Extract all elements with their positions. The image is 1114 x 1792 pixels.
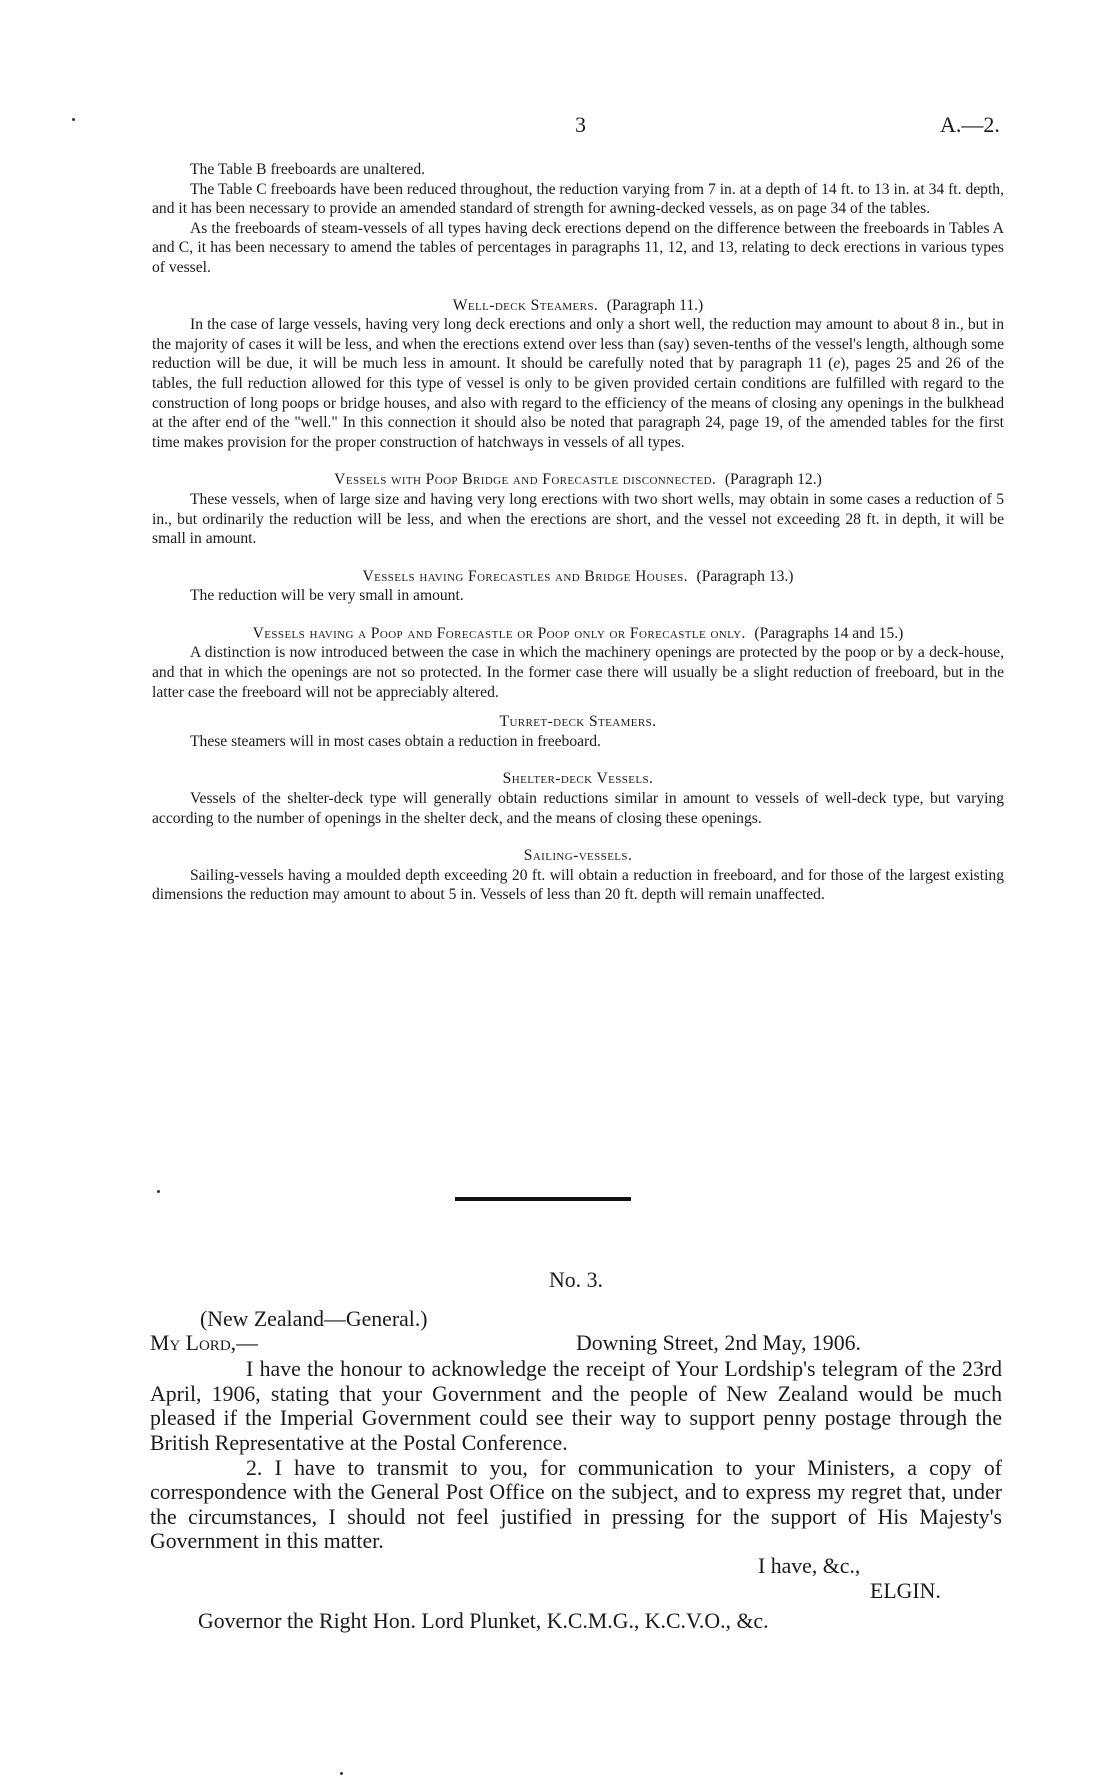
heading-poop-bridge-forecastle: Vessels with Poop Bridge and Forecastle disconnected. (Paragraph 12.) bbox=[334, 471, 822, 489]
scan-speck bbox=[340, 1772, 343, 1775]
letter-paragraph-1: I have the honour to acknowledge the receipt of Your Lordship's telegram of the 23rd April, 1906, stating that your Government and the people of New Zealand would be much pleased if the Imperial Government could see their way to support penny postage through the British Representative at the Postal Conference. bbox=[150, 1357, 1002, 1455]
paragraph-poop-only: A distinction is now introduced between the case in which the machinery openings are protected by the poop or by a deck-house, and that in which the openings are not so protected. In the former case there will usually be a slight reduction of freeboard, but in the latter case the freeboard will not be appreciably altered. bbox=[152, 644, 1004, 701]
document-reference: A.—2. bbox=[940, 112, 1000, 137]
paragraph-forecastles-bridge-houses: The reduction will be very small in amount. bbox=[190, 587, 464, 605]
letter-section bbox=[150, 1268, 1002, 1634]
heading-forecastles-bridge-houses: Vessels having Forecastles and Bridge Houses. (Paragraph 13.) bbox=[362, 567, 794, 585]
paragraph-turret-deck: These steamers will in most cases obtain a reduction in freeboard. bbox=[190, 732, 601, 750]
section-divider bbox=[455, 1197, 631, 1201]
heading-sailing-vessels: Sailing-vessels. bbox=[523, 847, 633, 865]
heading-well-deck-steamers: Well-deck Steamers. (Paragraph 11.) bbox=[452, 296, 704, 314]
paragraph-table-b: The Table B freeboards are unaltered. bbox=[190, 161, 426, 178]
addressee: Governor the Right Hon. Lord Plunket, K.C.M.G., K.C.V.O., &c. bbox=[198, 1609, 769, 1634]
heading-turret-deck: Turret-deck Steamers. bbox=[499, 713, 657, 731]
letter-location: (New Zealand—General.) bbox=[200, 1306, 428, 1331]
heading-poop-only: Vessels having a Poop and Forecastle or Poop only or Forecastle only. (Paragraphs 14 and 15.) bbox=[252, 624, 904, 642]
heading-shelter-deck: Shelter-deck Vessels. bbox=[502, 770, 654, 788]
scan-speck bbox=[72, 118, 75, 121]
paragraph-deck-erections: As the freeboards of steam-vessels of all types having deck erections depend on the difference between the freeboards in Tables A and C, it has been necessary to amend the tables of percentages in paragraphs 11, 12, and 13, relating to deck erections in various types of vessel. bbox=[152, 219, 1004, 276]
freeboard-section bbox=[152, 160, 1004, 905]
paragraph-sailing-vessels: Sailing-vessels having a moulded depth exceeding 20 ft. will obtain a reduction in freeboard, and for those of the largest existing dimensions the reduction may amount to about 5 in. Vessels of less than 20 ft. depth will remain unaffected. bbox=[152, 866, 1004, 904]
paragraph-shelter-deck: Vessels of the shelter-deck type will generally obtain reductions similar in amount to vessels of well-deck type, but varying according to the number of openings in the shelter deck, and the means of closing these openings. bbox=[152, 790, 1004, 827]
paragraph-table-c: The Table C freeboards have been reduced throughout, the reduction varying from 7 in. at a depth of 14 ft. to 13 in. at 34 ft. depth, and it has been necessary to provide an amended standard of strength for awning-decked vessels, as on page 34 of the tables. bbox=[152, 180, 1004, 218]
date-line: Downing Street, 2nd May, 1906. bbox=[576, 1331, 861, 1356]
letter-paragraph-2: 2. I have to transmit to you, for communication to your Ministers, a copy of correspondence with the General Post Office on the subject, and to express my regret that, under the circumstances, I should not feel justified in pressing for the support of His Majesty's Government in this matter. bbox=[150, 1455, 1002, 1554]
signature: ELGIN. bbox=[870, 1578, 941, 1603]
closing: I have, &c., bbox=[758, 1553, 861, 1578]
paragraph-poop-bridge-forecastle: These vessels, when of large size and having very long erections with two short wells, may obtain in some cases a reduction of 5 in., but ordinarily the reduction will be less, and when the erections are short, and the vessel not exceeding 28 ft. in depth, it will be small in amount. bbox=[152, 490, 1004, 548]
letter-number: No. 3. bbox=[549, 1268, 603, 1292]
paragraph-well-deck: In the case of large vessels, having very long deck erections and only a short well, the reduction may amount to about 8 in., but in the majority of cases it will be less, and when the erections extend over less than (say) seven-tenths of the vessel's length, although some reduction will be due, it will be much less in amount. It should be carefully noted that by paragraph 11 (e), pages 25 and 26 of the tables, the full reduction allowed for this type of vessel is only to be given provided certain conditions are fulfilled with regard to the construction of long poops or bridge houses, and also with regard to the efficiency of the means of closing any openings in the bulkhead at the after end of the "well." In this connection it should also be noted that paragraph 24, page 19, of the amended tables for the first time makes provision for the proper construction of hatchways in vessels of all types. bbox=[152, 316, 1005, 451]
salutation-line bbox=[150, 1331, 1002, 1357]
salutation: My Lord,— bbox=[150, 1331, 258, 1356]
scan-speck bbox=[157, 1190, 160, 1193]
page-number: 3 bbox=[575, 112, 586, 137]
